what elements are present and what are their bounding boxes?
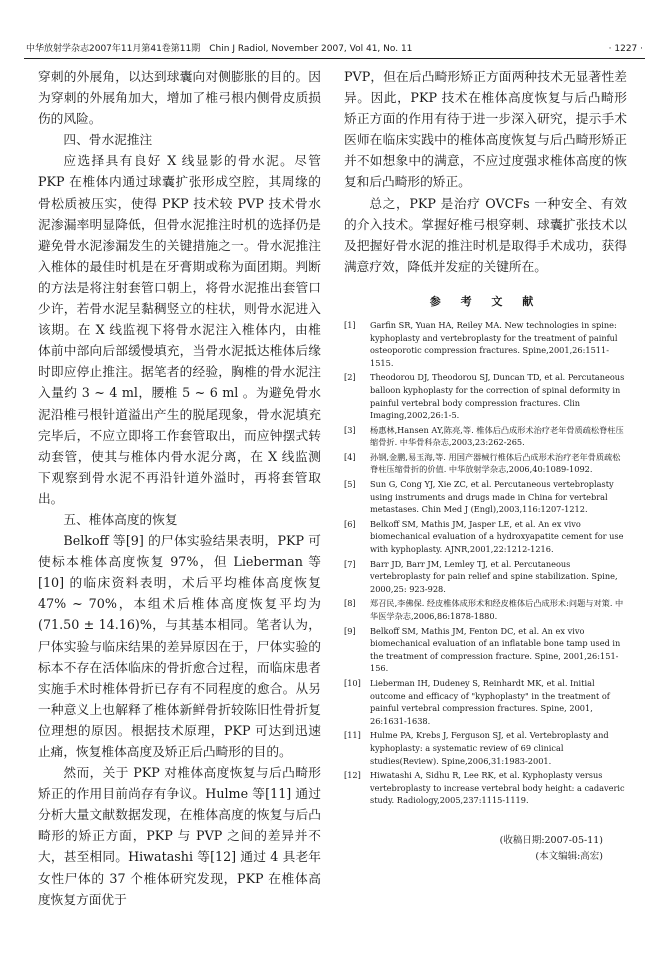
journal-citation: 中华放射学杂志2007年11月第41卷第11期 Chin J Radiol, November 2007, Vol 41, No. 11 (26, 44, 413, 54)
reference-number: [8] (344, 598, 356, 609)
reference-text: Lieberman IH, Dudeney S, Reinhardt MK, et al. Initial outcome and efficacy of "kyphoplasty" in the treatment of painful vertebral compression fractures. Spine, 2001, 26:1631-1638. (370, 677, 610, 726)
references-heading: 参 考 文 献 (429, 294, 542, 308)
conclusion-paragraph: 总之，PKP 是治疗 OVCFs 一种安全、有效的介入技术。掌握好椎弓根穿刺、球囊扩张技术以及把握好骨水泥的推注时机是取得手术成功，获得满意疗效，降低并发症的关键所在。 (344, 195, 627, 274)
body-paragraph: 穿刺的外展角，以达到球囊向对侧膨胀的目的。因为穿刺的外展角加大，增加了椎弓根内侧骨皮质损伤的风险。 (38, 69, 321, 127)
reference-text: 杨惠林,Hansen AY,陈亮,等. 椎体后凸成形术治疗老年骨质疏松脊柱压缩骨折. 中华骨科杂志,2003,23:262-265. (370, 424, 624, 448)
section-heading: 五、椎体高度的恢复 (63, 511, 178, 527)
reference-item (344, 518, 627, 556)
reference-item (344, 478, 627, 516)
reference-item (344, 371, 627, 421)
reference-item (344, 729, 627, 767)
reference-item (344, 769, 627, 807)
reference-text: Garfin SR, Yuan HA, Reiley MA. New technologies in spine: kyphoplasty and vertebroplasty for the treatment of painful osteoporotic compression fractures. Spine,2001,26:1511-1515. (370, 319, 618, 368)
reference-item (344, 677, 627, 727)
reference-text: 孙钢,金鹏,易玉海,等. 用国产器械行椎体后凸成形术治疗老年骨质疏松脊柱压缩骨折的价值. 中华放射学杂志,2006,40:1089-1092. (370, 451, 621, 475)
reference-number: [5] (344, 479, 356, 490)
reference-text: Hulme PA, Krebs J, Ferguson SJ, et al. Vertebroplasty and kyphoplasty: a systematic review of 69 clinical studies(Review). Spine,2006,31:1983-2001. (370, 730, 609, 766)
reference-number: [11] (344, 730, 361, 741)
body-paragraph: Belkoff 等[9] 的尸体实验结果表明，PKP 可使标本椎体高度恢复 97%，但 Lieberman 等[10] 的临床资料表明，术后平均椎体高度恢复 47% ~ 70%，本组术后椎体高度恢复平均为(71.50 ± 14.16)%，与其基本相同。笔者认为，尸体实验与临床结果的差异原因在于，尸体实验的标本不存在活体临床的骨折愈合过程，而临床患者实施手术时椎体骨折已存有不同程度的愈合。从另一种意义上也解释了椎体新鲜骨折较陈旧性骨折复位理想的原因。根据技术原理，PKP 可达到迅速止痛，恢复椎体高度及矫正后凸畸形的目的。 (38, 533, 321, 759)
reference-item (344, 558, 627, 596)
editor-credit: (本文编辑:高宏) (535, 850, 603, 862)
reference-number: [1] (344, 319, 356, 330)
reference-text: Hiwatashi A, Sidhu R, Lee RK, et al. Kyphoplasty versus vertebroplasty to increase vertebral body height: a cadaveric study. Radiology,2005,237:1115-1119. (370, 770, 625, 806)
reference-text: Barr JD, Barr JM, Lemley TJ, et al. Percutaneous vertebroplasty for pain relief and spine stabilization. Spine, 2000,25: 923-928. (370, 558, 618, 594)
right-column (344, 66, 627, 865)
header-rule (24, 58, 645, 59)
running-header (26, 40, 643, 54)
article-footer (344, 833, 627, 865)
reference-text: Belkoff SM, Mathis JM, Jasper LE, et al. An ex vivo biomechanical evaluation of a hydroxyapatite cement for use with kyphoplasty. AJNR,2001,22:1212-1216. (370, 518, 624, 555)
reference-number: [9] (344, 625, 356, 636)
reference-text: Theodorou DJ, Theodorou SJ, Duncan TD, et al. Percutaneous balloon kyphoplasty for the correction of spinal deformity in painful vertebral body compression fractures. Clin Imaging,2002,26:1-5. (370, 372, 625, 421)
page-number: · 1227 · (608, 44, 643, 54)
body-paragraph: 应选择具有良好 X 线显影的骨水泥。尽管 PKP 在椎体内通过球囊扩张形成空腔，其周缘的骨松质被压实，使得 PKP 技术较 PVP 技术骨水泥渗漏率明显降低，但骨水泥推注时机的选择仍是避免骨水泥渗漏发生的关键措施之一。骨水泥推注入椎体的最佳时机是在牙膏期或称为面团期。判断的方法是将注射套管口朝上，将骨水泥推出套管口少许，若骨水泥呈黏稠竖立的柱状，则骨水泥进入该期。在 X 线监视下将骨水泥注入椎体内，由椎体前中部向后部缓慢填充，当骨水泥抵达椎体后缘时即应停止推注。据笔者的经验，胸椎的骨水泥注入量约 3 ~ 4 ml，腰椎 5 ~ 6 ml 。为避免骨水泥沿椎弓根针道溢出产生的脱尾现象，骨水泥填充完毕后，不应立即将工作套管取出，而应钟摆式转动套管，使其与椎体内骨水泥分离，在 X 线监测下观察到骨水泥不再沿针道外溢时，再将套管取出。 (38, 153, 321, 506)
reference-list (344, 319, 627, 807)
reference-number: [4] (344, 451, 356, 462)
left-column (38, 66, 321, 910)
reference-item (344, 424, 627, 449)
reference-number: [7] (344, 558, 356, 569)
reference-number: [6] (344, 518, 356, 529)
body-paragraph: PVP，但在后凸畸形矫正方面两种技术无显著性差异。因此，PKP 技术在椎体高度恢复与后凸畸形矫正方面的作用有待于进一步深入研究，提示手术医师在临床实践中的椎体高度恢复与后凸畸形矫正并不如想象中的满意，不应过度强求椎体高度的恢复和后凸畸形的矫正。 (344, 69, 627, 190)
reference-item (344, 451, 627, 476)
reference-text: Belkoff SM, Mathis JM, Fenton DC, et al. An ex vivo biomechanical evaluation of an inflatable bone tamp used in the treatment of compression fracture. Spine, 2001,26:151-156. (370, 625, 621, 674)
reference-item (344, 625, 627, 675)
reference-item (344, 319, 627, 369)
reference-item (344, 597, 627, 622)
reference-number: [3] (344, 424, 356, 435)
section-heading: 四、骨水泥推注 (63, 132, 153, 148)
body-paragraph: 然而，关于 PKP 对椎体高度恢复与后凸畸形矫正的作用目前尚存有争议。Hulme 等[11] 通过分析大量文献数据发现，在椎体高度的恢复与后凸畸形的矫正方面，PKP 与 PVP 之间的差异并不大，甚至相同。Hiwatashi 等[12] 通过 4 具老年女性尸体的 37 个椎体研究发现，PKP 在椎体高度恢复方面优于 (38, 765, 321, 907)
reference-number: [12] (344, 770, 361, 781)
received-date: (收稿日期:2007-05-11) (499, 834, 603, 846)
reference-number: [10] (344, 677, 361, 688)
reference-text: Sun G, Cong YJ, Xie ZC, et al. Percutaneous vertebroplasty using instruments and drugs made in China for vertebral metastases. Chin Med J (Engl),2003,116:1207-1212. (370, 479, 614, 515)
reference-text: 郑召民,李佛保. 经皮椎体成形术和经皮椎体后凸成形术:问题与对策. 中华医学杂志,2006,86:1878-1880. (370, 598, 624, 621)
reference-number: [2] (344, 372, 356, 383)
